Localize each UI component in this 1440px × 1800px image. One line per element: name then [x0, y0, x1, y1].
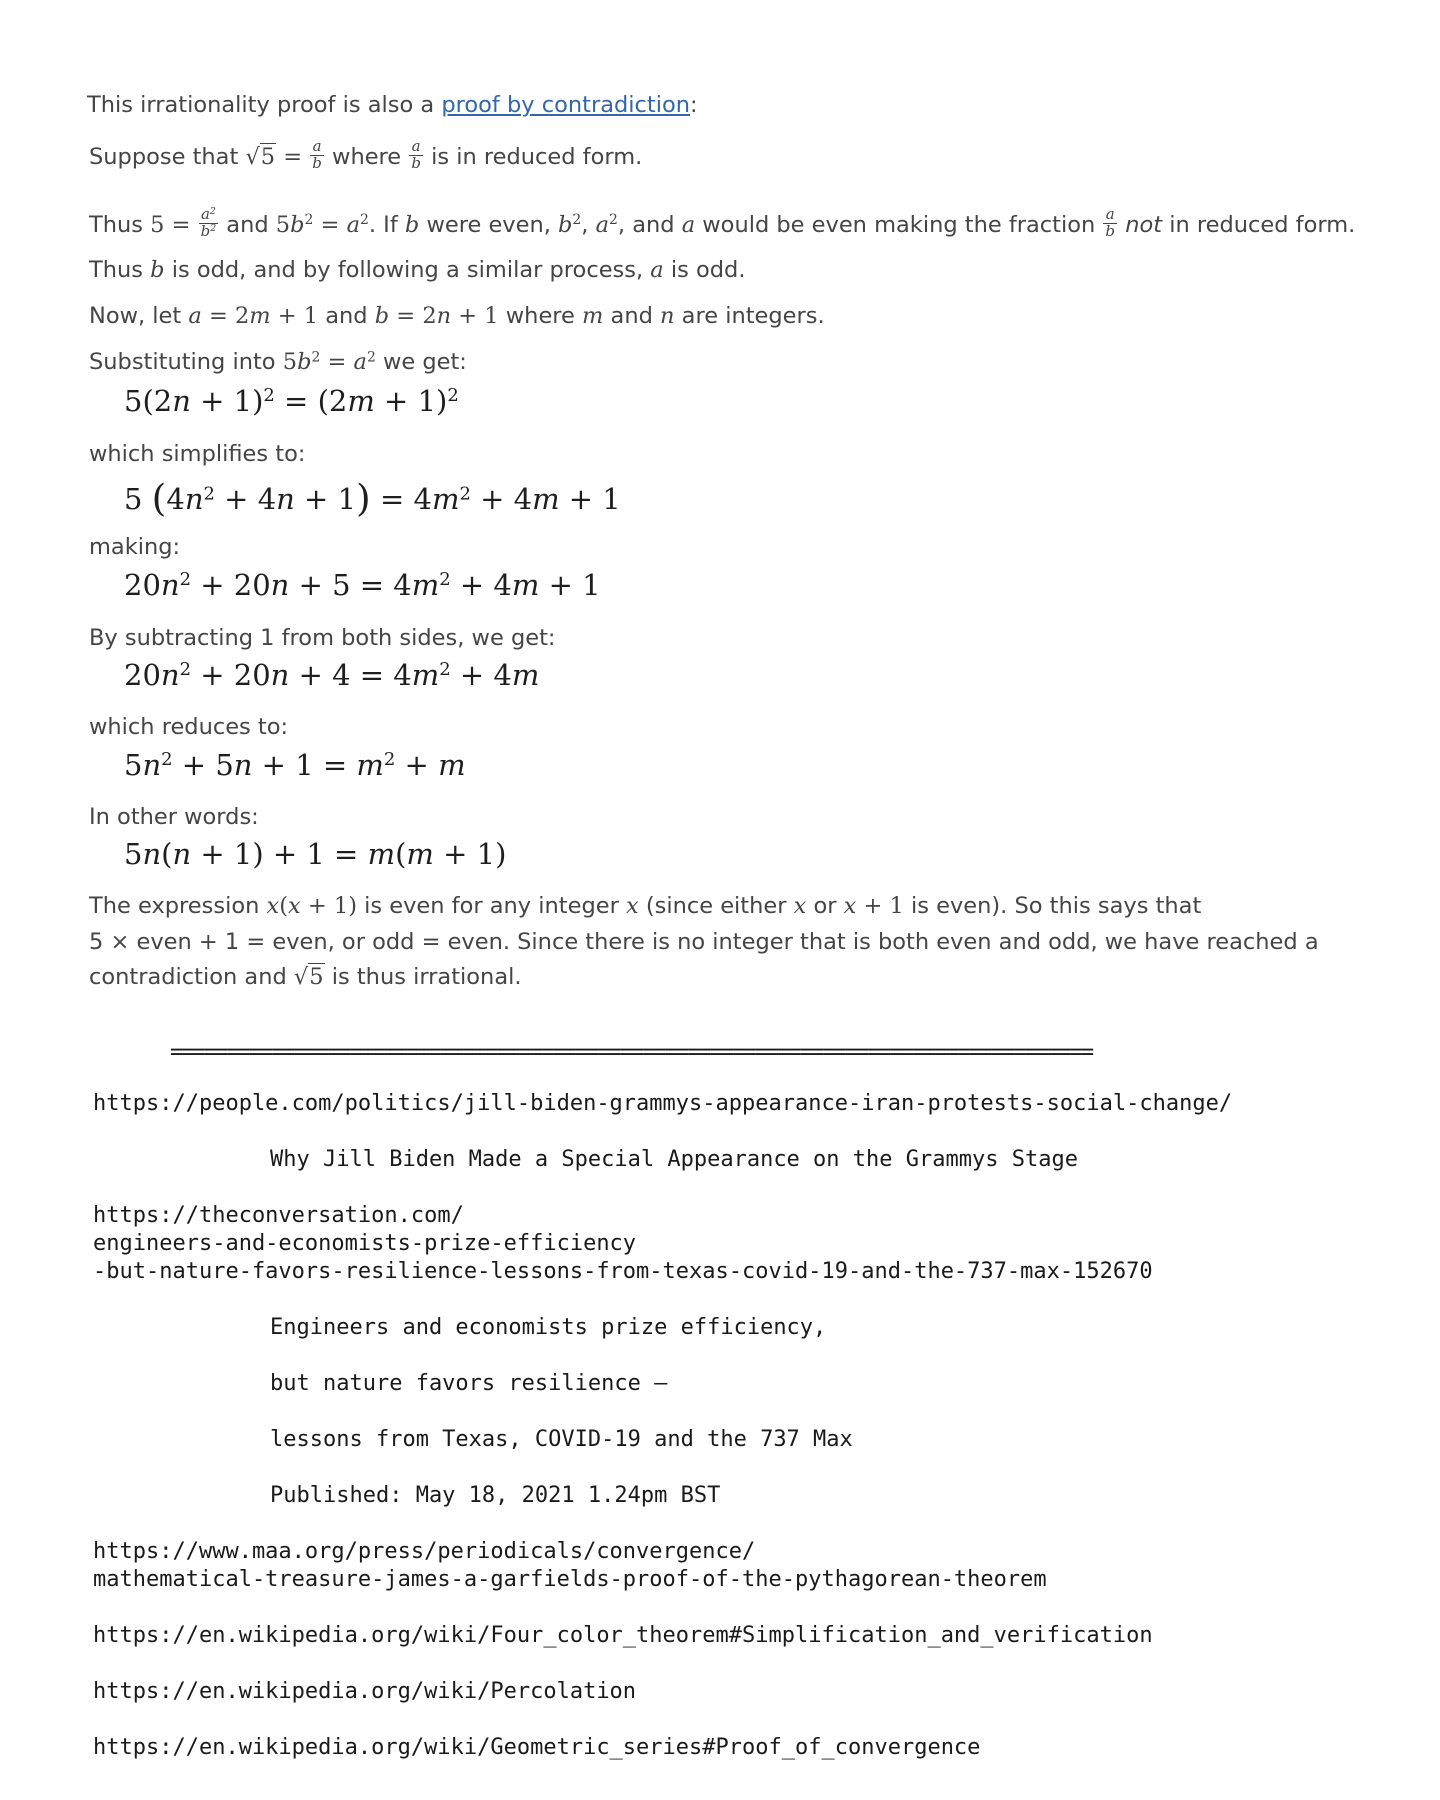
other-words-line: In other words: — [89, 804, 259, 830]
proof-by-contradiction-link[interactable]: proof by contradiction — [441, 92, 690, 118]
equation-5: $5n^2 + 5n + 1 = m^2 + m$ — [124, 748, 466, 782]
equation-1: $5(2n + 1)^2 = (2m + 1)^2$ — [124, 384, 459, 418]
intro-line: This irrationality proof is also a proof by contradiction: — [87, 92, 698, 118]
equation-2: 5 $(4n^2 + 4n + 1) = 4m^2 + 4m + 1$ — [124, 476, 621, 520]
contradiction-line: contradiction and √5 is thus irrational. — [89, 964, 522, 990]
conversation-title-3: lessons from Texas, COVID-19 and the 737 Max — [270, 1427, 853, 1452]
wiki-percolation-url: https://en.wikipedia.org/wiki/Percolation — [93, 1679, 637, 1704]
conversation-url-3: -but-nature-favors-resilience-lessons-from-texas-covid-19-and-the-737-max-152670 — [93, 1259, 1153, 1284]
suppose-line: Suppose that √5 = $\frac{a}{b}$ where $\frac{a}{b}$ is in reduced form. — [89, 137, 643, 172]
fraction-a-over-b: $\frac{a}{b}$ — [1105, 205, 1116, 240]
subtracting-line: By subtracting 1 from both sides, we get: — [89, 625, 556, 651]
wiki-geometric-url: https://en.wikipedia.org/wiki/Geometric_series#Proof_of_convergence — [93, 1735, 981, 1760]
people-title: Why Jill Biden Made a Special Appearance on the Grammys Stage — [270, 1147, 1078, 1172]
conversation-url-1: https://theconversation.com/ — [93, 1203, 464, 1228]
thus-line: Thus 5 = $\frac{a^2}{b^2}$ and $5b^2 = a^2$. If b were even, $b^2$, $a^2$, and a would be even making the fraction $\frac{a}{b}$ not in reduced form. — [89, 205, 1356, 240]
sqrt-5: √5 — [245, 143, 276, 170]
maa-url-2: mathematical-treasure-james-a-garfields-proof-of-the-pythagorean-theorem — [93, 1567, 1047, 1592]
making-line: making: — [89, 534, 181, 560]
fraction-a2-over-b2: $\frac{a^2}{b^2}$ — [200, 205, 217, 240]
conversation-title-2: but nature favors resilience – — [270, 1371, 668, 1396]
equation-4: $20n^2 + 20n + 4 = 4m^2 + 4m$ — [124, 658, 540, 692]
people-url: https://people.com/politics/jill-biden-grammys-appearance-iran-protests-social-change/ — [93, 1091, 1233, 1116]
simplifies-line: which simplifies to: — [89, 441, 306, 467]
equation-3: $20n^2 + 20n + 5 = 4m^2 + 4m + 1$ — [124, 568, 601, 602]
conversation-published: Published: May 18, 2021 1.24pm BST — [270, 1483, 721, 1508]
fraction-a-over-b: $\frac{a}{b}$ — [312, 137, 322, 172]
now-line: Now, let a = 2m + 1 and b = 2n + 1 where m and n are integers. — [89, 303, 825, 329]
conversation-url-2: engineers-and-economists-prize-efficiency — [93, 1231, 637, 1256]
conclusion-line: 5 × even + 1 = even, or odd = even. Since there is no integer that is both even and odd, we have reached a — [89, 929, 1319, 955]
reduces-line: which reduces to: — [89, 714, 289, 740]
maa-url-1: https://www.maa.org/press/periodicals/convergence/ — [93, 1539, 756, 1564]
fraction-a-over-b: $\frac{a}{b}$ — [411, 137, 421, 172]
wiki-four-color-url: https://en.wikipedia.org/wiki/Four_color_theorem#Simplification_and_verification — [93, 1623, 1153, 1648]
sqrt-5: √5 — [293, 964, 324, 990]
conversation-title-1: Engineers and economists prize efficiency, — [270, 1315, 827, 1340]
substituting-line: Substituting into $5b^2 = a^2$ we get: — [89, 349, 467, 375]
odd-line: Thus b is odd, and by following a similar process, a is odd. — [89, 257, 746, 283]
equation-6: 5n(n + 1) + 1 = m(m + 1) — [124, 837, 507, 871]
expression-line: The expression x(x + 1) is even for any integer x (since either x or x + 1 is even). So this says that — [89, 893, 1202, 919]
separator: ================================================================================== — [170, 1040, 1093, 1065]
